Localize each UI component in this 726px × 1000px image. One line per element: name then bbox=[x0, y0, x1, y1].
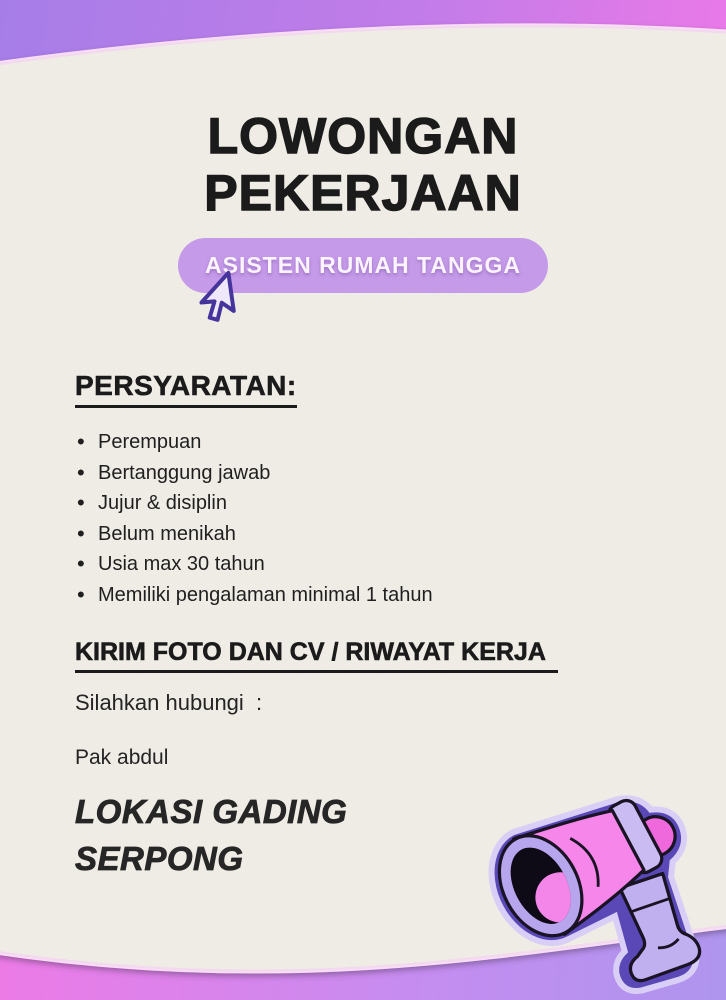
poster-title bbox=[0, 108, 726, 222]
list-item: • Memiliki pengalaman minimal 1 tahun bbox=[75, 580, 655, 611]
list-item: • Bertanggung jawab bbox=[75, 458, 655, 489]
list-item: • Perempuan bbox=[75, 427, 655, 458]
list-item: • Belum menikah bbox=[75, 519, 655, 550]
list-item: • Jujur & disiplin bbox=[75, 488, 655, 519]
location-text: LOKASI GADING SERPONG bbox=[75, 793, 348, 877]
cta-heading: KIRIM FOTO DAN CV / RIWAYAT KERJA bbox=[75, 638, 558, 673]
list-item: • Usia max 30 tahun bbox=[75, 549, 655, 580]
requirements-list bbox=[75, 427, 655, 611]
requirements-heading: PERSYARATAN: bbox=[75, 370, 297, 408]
megaphone-icon bbox=[494, 770, 722, 1000]
cursor-arrow-icon bbox=[179, 266, 243, 333]
requirements-section bbox=[75, 370, 655, 611]
role-badge-label: ASISTEN RUMAH TANGGA bbox=[204, 252, 522, 278]
contact-name: Pak abdul bbox=[75, 746, 169, 769]
contact-label: Silahkan hubungi : bbox=[75, 690, 263, 715]
cta-section bbox=[75, 638, 558, 673]
title-line-2: PEKERJAAN bbox=[204, 165, 522, 221]
title-line-1: LOWONGAN bbox=[207, 108, 519, 164]
